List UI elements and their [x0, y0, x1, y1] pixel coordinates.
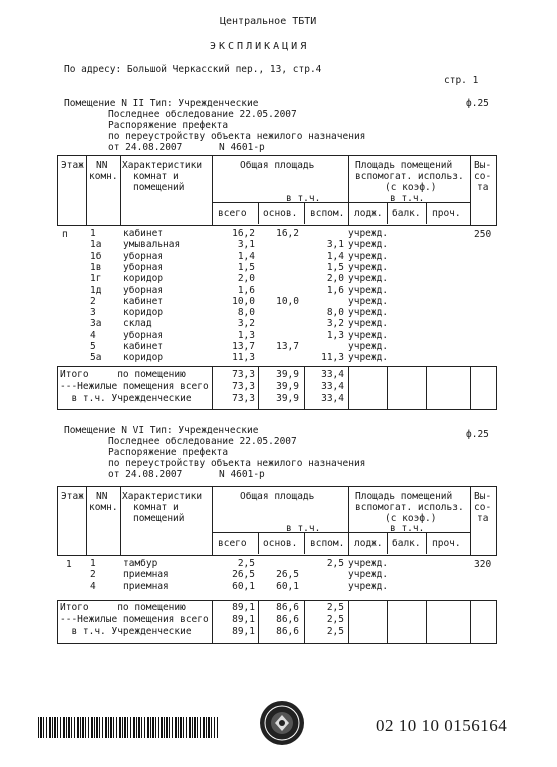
order-number: N 4601-р — [219, 469, 265, 480]
room-number: 4 — [90, 580, 96, 592]
area-aux: 2,5 — [326, 558, 344, 569]
totals-area-aux: 33,4 — [321, 369, 344, 380]
col-height-3: та — [477, 182, 489, 193]
totals-area-total: 73,3 — [232, 369, 255, 380]
room-number: 1г — [90, 273, 102, 285]
totals-label: ---Нежилые помещения всего — [60, 381, 209, 392]
totals-area-main: 86,6 — [276, 614, 299, 625]
totals-area-main: 86,6 — [276, 626, 299, 637]
last-survey: Последнее обследование 22.05.2007 — [108, 109, 297, 120]
area-total: 2,0 — [237, 273, 255, 285]
col-rooms: комн. — [89, 171, 118, 182]
room-use: учрежд. — [348, 261, 389, 273]
form-code: ф.25 — [466, 98, 489, 109]
area-main: 16,2 — [276, 228, 299, 239]
room-use: учрежд. — [348, 558, 389, 569]
area-total: 26,5 — [232, 569, 255, 581]
area-aux: 1,5 — [326, 261, 344, 273]
col-incl: в т.ч. — [286, 523, 321, 534]
col-incl: в т.ч. — [286, 193, 321, 204]
totals-area-aux: 2,5 — [326, 614, 344, 625]
seal-icon — [258, 699, 306, 747]
totals-area-total: 73,3 — [232, 393, 255, 404]
totals-area-total: 73,3 — [232, 381, 255, 392]
totals-area-total: 89,1 — [232, 614, 255, 625]
col-total: всего — [218, 208, 247, 219]
room-name: уборная — [123, 329, 164, 341]
room-number: 3а — [90, 318, 102, 330]
area-aux: 8,0 — [326, 307, 344, 319]
room-name: умывальная — [123, 239, 181, 251]
col-height-3: та — [477, 513, 489, 524]
area-total: 1,5 — [237, 261, 255, 273]
col-aux: вспом. — [310, 208, 345, 219]
col-area: Общая площадь — [240, 160, 315, 171]
barcode-icon — [38, 717, 218, 738]
room-title: Помещение N II Тип: Учрежденческие — [64, 98, 259, 109]
col-char-1: Характеристики — [122, 160, 203, 171]
table-row — [0, 251, 557, 262]
area-total: 8,0 — [237, 307, 255, 319]
totals-area-main: 86,6 — [276, 602, 299, 613]
col-balcony: балк. — [392, 208, 421, 219]
room-number: 1 — [90, 228, 96, 239]
area-total: 11,3 — [232, 352, 255, 364]
order-title: Распоряжение префекта — [108, 120, 229, 131]
room-name: кабинет — [123, 341, 164, 352]
totals-label: в т.ч. Учрежденческие — [60, 626, 192, 637]
document-number: 02 10 10 0156164 — [376, 716, 508, 735]
col-aux-title-1: Площадь помещений — [355, 491, 453, 502]
room-use: учрежд. — [348, 329, 389, 341]
room-use: учрежд. — [348, 569, 389, 581]
totals-area-aux: 2,5 — [326, 626, 344, 637]
totals-area-main: 39,9 — [276, 369, 299, 380]
totals-area-aux: 33,4 — [321, 381, 344, 392]
col-loggia: лодж. — [354, 538, 383, 549]
col-char-1: Характеристики — [122, 491, 203, 502]
table-row — [0, 558, 557, 569]
room-number: 2 — [90, 295, 96, 307]
col-loggia: лодж. — [354, 208, 383, 219]
col-aux-title-2: вспомогат. использ. — [355, 502, 464, 513]
col-height-1: Вы- — [474, 491, 492, 502]
order-purpose: по переустройству объекта нежилого назначения — [108, 458, 366, 469]
room-number: 1д — [90, 284, 102, 296]
totals-label: Итого по помещению — [60, 602, 186, 613]
room-number: 1б — [90, 250, 102, 262]
room-use: учрежд. — [348, 295, 389, 307]
area-total: 3,1 — [237, 239, 255, 251]
col-aux-title-3: (с коэф.) — [385, 513, 437, 524]
room-name: уборная — [123, 250, 164, 262]
area-aux: 1,6 — [326, 284, 344, 296]
room-number: 5 — [90, 341, 96, 352]
col-nn: NN — [96, 160, 108, 171]
room-number: 1а — [90, 239, 102, 251]
area-total: 1,6 — [237, 284, 255, 296]
room-use: учрежд. — [348, 250, 389, 262]
col-rooms: комн. — [89, 502, 118, 513]
room-name: кабинет — [123, 295, 164, 307]
col-char-2: комнат и — [133, 171, 179, 182]
room-name: уборная — [123, 284, 164, 296]
col-incl-aux: в т.ч. — [390, 193, 425, 204]
area-aux: 11,3 — [321, 352, 344, 364]
order-title: Распоряжение префекта — [108, 447, 229, 458]
col-floor: Этаж — [61, 160, 84, 171]
area-aux: 1,3 — [326, 329, 344, 341]
room-title: Помещение N VI Тип: Учрежденческие — [64, 425, 259, 436]
room-use: учрежд. — [348, 284, 389, 296]
area-main: 60,1 — [276, 580, 299, 592]
room-number: 3 — [90, 307, 96, 319]
room-use: учрежд. — [348, 228, 389, 239]
area-aux: 2,0 — [326, 273, 344, 285]
area-aux: 3,1 — [326, 239, 344, 251]
area-main: 13,7 — [276, 341, 299, 352]
totals-row — [0, 393, 557, 404]
totals-area-main: 39,9 — [276, 393, 299, 404]
totals-area-main: 39,9 — [276, 381, 299, 392]
totals-row — [0, 626, 557, 637]
col-height-2: со- — [474, 502, 492, 513]
room-number: 5а — [90, 352, 102, 364]
area-total: 1,4 — [237, 250, 255, 262]
room-use: учрежд. — [348, 580, 389, 592]
room-use: учрежд. — [348, 307, 389, 319]
area-aux: 1,4 — [326, 250, 344, 262]
totals-row — [0, 369, 557, 380]
col-nn: NN — [96, 491, 108, 502]
form-code: ф.25 — [466, 429, 489, 440]
page-number: стр. 1 — [444, 75, 479, 86]
table-row — [0, 239, 557, 250]
totals-label: в т.ч. Учрежденческие — [60, 393, 192, 404]
area-total: 2,5 — [237, 558, 255, 569]
room-use: учрежд. — [348, 318, 389, 330]
last-survey: Последнее обследование 22.05.2007 — [108, 436, 297, 447]
doc-title: ЭКСПЛИКАЦИЯ — [210, 41, 310, 52]
totals-label: Итого по помещению — [60, 369, 186, 380]
col-balcony: балк. — [392, 538, 421, 549]
table-row — [0, 296, 557, 307]
col-char-3: помещений — [133, 182, 185, 193]
table-row — [0, 228, 557, 239]
col-incl-aux: в т.ч. — [390, 523, 425, 534]
area-main: 26,5 — [276, 569, 299, 581]
org-name: Центральное ТБТИ — [220, 16, 317, 27]
col-total: всего — [218, 538, 247, 549]
totals-area-total: 89,1 — [232, 602, 255, 613]
area-aux: 3,2 — [326, 318, 344, 330]
room-name: тамбур — [123, 558, 158, 569]
table-row — [0, 352, 557, 363]
col-aux: вспом. — [310, 538, 345, 549]
order-purpose: по переустройству объекта нежилого назначения — [108, 131, 366, 142]
order-date: от 24.08.2007 — [108, 142, 183, 153]
room-use: учрежд. — [348, 273, 389, 285]
col-floor: Этаж — [61, 491, 84, 502]
area-total: 13,7 — [232, 341, 255, 352]
section-height: 320 — [474, 559, 492, 570]
col-char-2: комнат и — [133, 502, 179, 513]
room-name: приемная — [123, 569, 169, 581]
room-name: уборная — [123, 261, 164, 273]
table-row — [0, 569, 557, 580]
area-total: 10,0 — [232, 295, 255, 307]
totals-area-aux: 33,4 — [321, 393, 344, 404]
room-number: 1 — [90, 558, 96, 569]
area-total: 3,2 — [237, 318, 255, 330]
table-row — [0, 307, 557, 318]
col-area: Общая площадь — [240, 491, 315, 502]
col-aux-title-2: вспомогат. использ. — [355, 171, 464, 182]
room-use: учрежд. — [348, 239, 389, 251]
room-name: коридор — [123, 307, 164, 319]
table-row — [0, 581, 557, 592]
section-floor: п — [62, 229, 68, 240]
room-use: учрежд. — [348, 341, 389, 352]
order-number: N 4601-р — [219, 142, 265, 153]
table-row — [0, 330, 557, 341]
col-main: основ. — [263, 208, 298, 219]
totals-row — [0, 381, 557, 392]
room-use: учрежд. — [348, 352, 389, 364]
room-number: 1в — [90, 261, 102, 273]
room-name: коридор — [123, 352, 164, 364]
col-main: основ. — [263, 538, 298, 549]
room-name: коридор — [123, 273, 164, 285]
col-other: проч. — [432, 538, 461, 549]
col-other: проч. — [432, 208, 461, 219]
col-height-1: Вы- — [474, 160, 492, 171]
area-total: 60,1 — [232, 580, 255, 592]
totals-row — [0, 614, 557, 625]
table-row — [0, 341, 557, 352]
col-char-3: помещений — [133, 513, 185, 524]
room-number: 4 — [90, 329, 96, 341]
totals-label: ---Нежилые помещения всего — [60, 614, 209, 625]
area-main: 10,0 — [276, 295, 299, 307]
col-aux-title-1: Площадь помещений — [355, 160, 453, 171]
table-row — [0, 262, 557, 273]
table-row — [0, 285, 557, 296]
room-number: 2 — [90, 569, 96, 581]
totals-row — [0, 602, 557, 613]
room-name: приемная — [123, 580, 169, 592]
area-total: 1,3 — [237, 329, 255, 341]
col-aux-title-3: (с коэф.) — [385, 182, 437, 193]
room-name: кабинет — [123, 228, 164, 239]
address: По адресу: Большой Черкасский пер., 13, стр.4 — [64, 64, 322, 75]
area-total: 16,2 — [232, 228, 255, 239]
section-height: 250 — [474, 229, 492, 240]
table-row — [0, 318, 557, 329]
room-name: склад — [123, 318, 152, 330]
section-floor: 1 — [66, 559, 72, 570]
totals-area-aux: 2,5 — [326, 602, 344, 613]
totals-area-total: 89,1 — [232, 626, 255, 637]
order-date: от 24.08.2007 — [108, 469, 183, 480]
col-height-2: со- — [474, 171, 492, 182]
table-row — [0, 273, 557, 284]
